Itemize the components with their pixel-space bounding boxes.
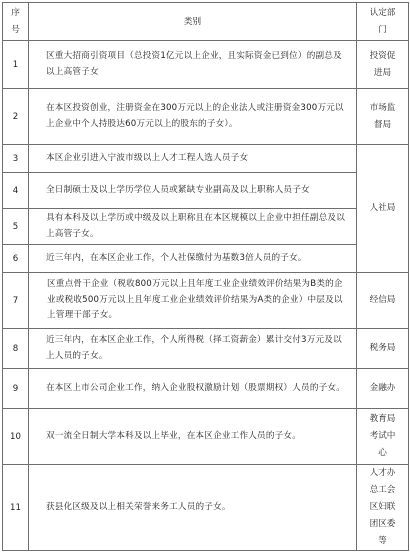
row-department-text: 税务局 <box>369 343 396 353</box>
policy-table <box>2 2 409 551</box>
row-index: 7 <box>3 273 29 329</box>
row-index: 8 <box>3 329 29 369</box>
row-category: 区重点骨干企业（税收800万元以上且年度工业企业绩效评价结果为B类的企业或税收500万元以上且年度工业企业绩效评价结果为A类的企业）中层及以上管理干部子女。 <box>29 273 357 329</box>
row-department-text: 金融办 <box>369 383 396 393</box>
row-category: 近三年内，在本区企业工作，个人所得税（择工资薪金）累计交付3万元及以上人员的子女。 <box>29 329 357 369</box>
row-category: 具有本科及以上学历或中级及以上职称且在本区规模以上企业中担任副总及以上高管子女。 <box>29 209 357 245</box>
header-index <box>3 3 29 41</box>
table-row <box>3 245 409 273</box>
row-department-text: 人才办 总工会 区妇联 团区委 等 <box>369 468 396 546</box>
row-department <box>357 369 409 409</box>
row-index: 6 <box>3 245 29 273</box>
row-department <box>357 273 409 329</box>
row-index: 2 <box>3 89 29 145</box>
row-department <box>357 329 409 369</box>
table-row <box>3 409 409 465</box>
row-category: 在本区投资创业，注册资金在300万元以上的企业法人或注册资金300万元以上企业中个人持股达60万元以上的股东的子女）。 <box>29 89 357 145</box>
row-index: 10 <box>3 409 29 465</box>
header-department-text: 认定部 门 <box>369 7 396 35</box>
row-department <box>357 145 409 273</box>
row-category: 在本区上市公司企业工作，纳入企业股权激励计划（股票期权）人员的子女。 <box>29 369 357 409</box>
row-index: 9 <box>3 369 29 409</box>
table-row <box>3 89 409 145</box>
row-index: 4 <box>3 173 29 209</box>
row-category: 双一流全日制大学本科及以上毕业，在本区企业工作人员的子女。 <box>29 409 357 465</box>
row-department <box>357 41 409 89</box>
table-row <box>3 465 409 551</box>
row-department-text: 市场监 督局 <box>369 102 396 130</box>
header-category: 类别 <box>29 3 357 41</box>
row-category: 获县化区级及以上相关荣誉来务工人员的子女。 <box>29 465 357 551</box>
row-department <box>357 89 409 145</box>
table-row <box>3 329 409 369</box>
row-category: 近三年内，在本区企业工作，个人社保缴付为基数3倍人员的子女。 <box>29 245 357 273</box>
row-department-text: 投资促 进局 <box>369 50 396 78</box>
table-row <box>3 369 409 409</box>
table-row <box>3 145 409 173</box>
table-row <box>3 273 409 329</box>
row-category: 全日制硕士及以上学历学位人员或紧缺专业副高及以上职称人员子女 <box>29 173 357 209</box>
policy-table-container <box>2 2 408 551</box>
header-department <box>357 3 409 41</box>
row-category: 区重大招商引资项目（总投资1亿元以上企业，且实际资金已到位）的副总及以上高管子女 <box>29 41 357 89</box>
row-department <box>357 465 409 551</box>
row-department-text: 人社局 <box>369 203 396 213</box>
row-department <box>357 409 409 465</box>
row-department-text: 经信局 <box>369 295 396 305</box>
table-row <box>3 173 409 209</box>
row-index: 11 <box>3 465 29 551</box>
table-row <box>3 41 409 89</box>
row-index: 1 <box>3 41 29 89</box>
table-header-row <box>3 3 409 41</box>
table-row <box>3 209 409 245</box>
row-category: 本区企业引进入宁波市级以上人才工程人选人员子女 <box>29 145 357 173</box>
row-department-text: 教育局 考试中 心 <box>369 414 396 458</box>
row-index: 5 <box>3 209 29 245</box>
row-index: 3 <box>3 145 29 173</box>
header-index-text: 序 号 <box>11 7 20 35</box>
